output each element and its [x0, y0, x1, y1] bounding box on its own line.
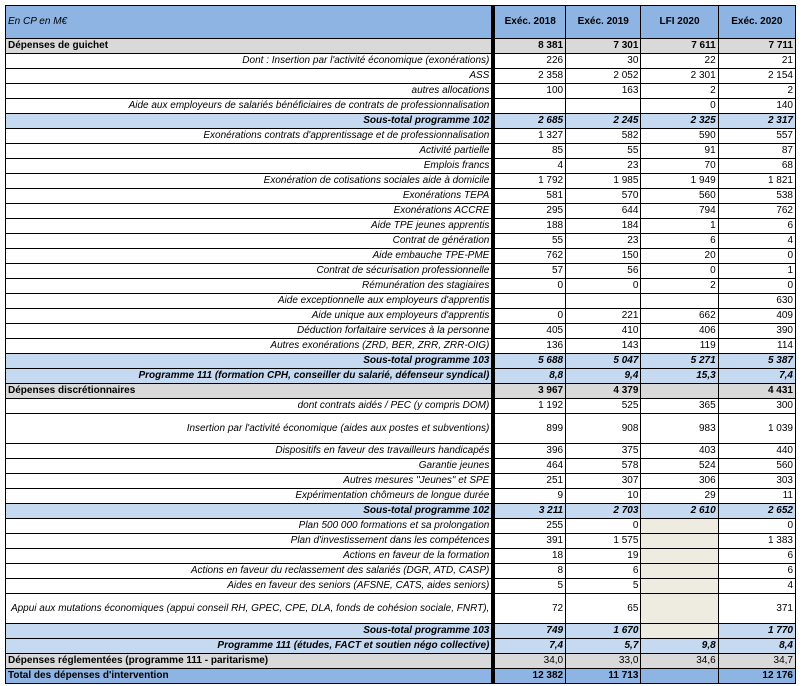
cell-exec-2018: 391: [493, 534, 565, 549]
cell-lfi-2020: 34,6: [641, 654, 718, 669]
cell-exec-2020: 1: [718, 264, 795, 279]
cell-exec-2019: 9,4: [566, 369, 641, 384]
cell-exec-2019: 570: [566, 189, 641, 204]
cell-lfi-2020: 9,8: [641, 639, 718, 654]
row-label: Déduction forfaitaire services à la personne: [6, 324, 494, 339]
row-label: Exonérations ACCRE: [6, 204, 494, 219]
table-row: [6, 414, 796, 444]
cell-exec-2019: 908: [566, 414, 641, 444]
table-header-row: [6, 6, 796, 39]
cell-exec-2018: 57: [493, 264, 565, 279]
row-label: Appui aux mutations économiques (appui conseil RH, GPEC, CPE, DLA, fonds de cohésion sociale, FNRT),: [6, 594, 494, 624]
cell-exec-2018: 1 792: [493, 174, 565, 189]
cell-exec-2019: 1 575: [566, 534, 641, 549]
row-label: Programme 111 (études, FACT et soutien négo collective): [6, 639, 494, 654]
cell-exec-2019: 644: [566, 204, 641, 219]
table-row: [6, 69, 796, 84]
table-row: [6, 534, 796, 549]
cell-exec-2019: 163: [566, 84, 641, 99]
cell-lfi-2020: [641, 594, 718, 624]
cell-exec-2019: 0: [566, 279, 641, 294]
cell-exec-2018: 7,4: [493, 639, 565, 654]
row-label: Exonérations TEPA: [6, 189, 494, 204]
cell-lfi-2020: 2: [641, 84, 718, 99]
cell-lfi-2020: 22: [641, 54, 718, 69]
cell-exec-2020: 557: [718, 129, 795, 144]
column-header-lfi-2020: LFI 2020: [641, 6, 718, 39]
row-label: Aide unique aux employeurs d'apprentis: [6, 309, 494, 324]
table-row: [6, 549, 796, 564]
total-row: [6, 669, 796, 684]
cat-row: [6, 384, 796, 399]
sub-row: [6, 354, 796, 369]
cell-lfi-2020: [641, 564, 718, 579]
cell-exec-2020: 12 176: [718, 669, 795, 684]
cell-exec-2020: 7,4: [718, 369, 795, 384]
cell-exec-2018: 100: [493, 84, 565, 99]
cell-lfi-2020: [641, 549, 718, 564]
cell-lfi-2020: 2 325: [641, 114, 718, 129]
row-label: Plan 500 000 formations et sa prolongation: [6, 519, 494, 534]
cell-exec-2019: 4 379: [566, 384, 641, 399]
cell-exec-2019: 525: [566, 399, 641, 414]
row-label: Expérimentation chômeurs de longue durée: [6, 489, 494, 504]
cell-exec-2019: 11 713: [566, 669, 641, 684]
row-label: Sous-total programme 103: [6, 624, 494, 639]
cell-exec-2018: 8,8: [493, 369, 565, 384]
table-row: [6, 279, 796, 294]
cell-lfi-2020: 20: [641, 249, 718, 264]
cell-exec-2020: 1 039: [718, 414, 795, 444]
cell-exec-2019: 0: [566, 519, 641, 534]
cell-exec-2020: 2 154: [718, 69, 795, 84]
cell-exec-2018: 3 967: [493, 384, 565, 399]
cell-exec-2018: 251: [493, 474, 565, 489]
cell-exec-2019: 5: [566, 579, 641, 594]
table-row: [6, 474, 796, 489]
row-label: Plan d'investissement dans les compétences: [6, 534, 494, 549]
cell-exec-2018: [493, 294, 565, 309]
table-row: [6, 159, 796, 174]
row-label: Sous-total programme 103: [6, 354, 494, 369]
cell-exec-2020: 0: [718, 249, 795, 264]
cell-exec-2018: 12 382: [493, 669, 565, 684]
cell-lfi-2020: 29: [641, 489, 718, 504]
cell-exec-2020: 8,4: [718, 639, 795, 654]
sub-row: [6, 624, 796, 639]
cell-exec-2019: 1 670: [566, 624, 641, 639]
cell-exec-2018: 295: [493, 204, 565, 219]
cell-lfi-2020: 365: [641, 399, 718, 414]
cell-lfi-2020: 406: [641, 324, 718, 339]
cell-exec-2018: 72: [493, 594, 565, 624]
cell-exec-2020: 762: [718, 204, 795, 219]
cell-exec-2019: 2 703: [566, 504, 641, 519]
cell-exec-2018: [493, 99, 565, 114]
row-label: Emplois francs: [6, 159, 494, 174]
row-label: Total des dépenses d'intervention: [6, 669, 494, 684]
cell-exec-2018: 0: [493, 279, 565, 294]
cell-exec-2020: 68: [718, 159, 795, 174]
row-label: Exonérations contrats d'apprentissage et de professionnalisation: [6, 129, 494, 144]
cell-exec-2020: 11: [718, 489, 795, 504]
table-row: [6, 444, 796, 459]
cell-lfi-2020: 590: [641, 129, 718, 144]
cell-exec-2020: 371: [718, 594, 795, 624]
cell-exec-2018: 1 327: [493, 129, 565, 144]
sub-row: [6, 504, 796, 519]
cell-exec-2020: 5 387: [718, 354, 795, 369]
cell-exec-2020: 6: [718, 549, 795, 564]
cell-exec-2019: [566, 99, 641, 114]
table-row: [6, 219, 796, 234]
row-label: Dépenses discrétionnaires: [6, 384, 494, 399]
cell-exec-2019: 375: [566, 444, 641, 459]
cell-exec-2020: 4: [718, 234, 795, 249]
table-row: [6, 579, 796, 594]
cell-exec-2018: 4: [493, 159, 565, 174]
cell-lfi-2020: 0: [641, 264, 718, 279]
column-header-exec-2020: Exéc. 2020: [718, 6, 795, 39]
row-label: Dispositifs en faveur des travailleurs handicapés: [6, 444, 494, 459]
cell-exec-2018: 8 381: [493, 39, 565, 54]
cell-exec-2019: 23: [566, 159, 641, 174]
cell-lfi-2020: 7 611: [641, 39, 718, 54]
cell-exec-2018: 34,0: [493, 654, 565, 669]
cell-exec-2019: 582: [566, 129, 641, 144]
cell-exec-2020: 114: [718, 339, 795, 354]
cell-lfi-2020: 119: [641, 339, 718, 354]
cell-exec-2020: 6: [718, 564, 795, 579]
cell-exec-2018: 2 358: [493, 69, 565, 84]
cell-exec-2018: 3 211: [493, 504, 565, 519]
row-label: Dépenses réglementées (programme 111 - paritarisme): [6, 654, 494, 669]
cell-exec-2020: 2 652: [718, 504, 795, 519]
cell-exec-2020: 1 821: [718, 174, 795, 189]
cell-exec-2020: 300: [718, 399, 795, 414]
cell-exec-2018: 85: [493, 144, 565, 159]
cell-exec-2020: 409: [718, 309, 795, 324]
cell-lfi-2020: [641, 384, 718, 399]
cell-exec-2019: 307: [566, 474, 641, 489]
cell-exec-2019: [566, 294, 641, 309]
table-body: [6, 6, 796, 684]
cell-exec-2019: 33,0: [566, 654, 641, 669]
cell-exec-2018: 18: [493, 549, 565, 564]
row-label: autres allocations: [6, 84, 494, 99]
row-label: Dont : Insertion par l'activité économique (exonérations): [6, 54, 494, 69]
cell-exec-2020: 303: [718, 474, 795, 489]
cat-row: [6, 39, 796, 54]
sub-row: [6, 369, 796, 384]
row-label: Aide exceptionnelle aux employeurs d'apprentis: [6, 294, 494, 309]
cell-lfi-2020: 5 271: [641, 354, 718, 369]
cell-lfi-2020: [641, 294, 718, 309]
cell-exec-2019: 578: [566, 459, 641, 474]
cell-exec-2018: 5 688: [493, 354, 565, 369]
sub-row: [6, 114, 796, 129]
cell-lfi-2020: [641, 624, 718, 639]
row-label: Rémunération des stagiaires: [6, 279, 494, 294]
column-header-exec-2019: Exéc. 2019: [566, 6, 641, 39]
row-label: Activité partielle: [6, 144, 494, 159]
cell-exec-2018: 226: [493, 54, 565, 69]
cell-lfi-2020: 70: [641, 159, 718, 174]
cell-exec-2018: 136: [493, 339, 565, 354]
cell-lfi-2020: [641, 534, 718, 549]
row-label: Sous-total programme 102: [6, 504, 494, 519]
row-label: Autres mesures "Jeunes" et SPE: [6, 474, 494, 489]
cell-exec-2019: 2 052: [566, 69, 641, 84]
row-label: Exonération de cotisations sociales aide à domicile: [6, 174, 494, 189]
table-row: [6, 84, 796, 99]
row-label: Aide embauche TPE-PME: [6, 249, 494, 264]
cell-exec-2019: 150: [566, 249, 641, 264]
cell-exec-2020: 390: [718, 324, 795, 339]
cell-exec-2018: 0: [493, 309, 565, 324]
cell-exec-2019: 19: [566, 549, 641, 564]
cell-exec-2019: 2 245: [566, 114, 641, 129]
table-row: [6, 264, 796, 279]
table-row: [6, 294, 796, 309]
cell-exec-2018: 8: [493, 564, 565, 579]
cell-exec-2020: 21: [718, 54, 795, 69]
cell-exec-2018: 396: [493, 444, 565, 459]
cell-exec-2020: 630: [718, 294, 795, 309]
cell-exec-2018: 255: [493, 519, 565, 534]
cell-lfi-2020: 2: [641, 279, 718, 294]
cell-lfi-2020: [641, 579, 718, 594]
row-label: Contrat de sécurisation professionnelle: [6, 264, 494, 279]
cell-exec-2020: 2: [718, 84, 795, 99]
table-row: [6, 324, 796, 339]
expenditure-table: [5, 5, 796, 684]
table-row: [6, 99, 796, 114]
cell-exec-2020: 1 383: [718, 534, 795, 549]
cell-lfi-2020: 524: [641, 459, 718, 474]
row-label: Garantie jeunes: [6, 459, 494, 474]
cell-exec-2019: 6: [566, 564, 641, 579]
cell-exec-2019: 410: [566, 324, 641, 339]
cell-lfi-2020: [641, 669, 718, 684]
table-row: [6, 594, 796, 624]
cell-exec-2018: 9: [493, 489, 565, 504]
row-label: dont contrats aidés / PEC (y compris DOM): [6, 399, 494, 414]
cell-exec-2018: 2 685: [493, 114, 565, 129]
cell-exec-2019: 5,7: [566, 639, 641, 654]
reg-row: [6, 654, 796, 669]
row-label: Aide TPE jeunes apprentis: [6, 219, 494, 234]
table-row: [6, 144, 796, 159]
table-row: [6, 204, 796, 219]
cell-exec-2020: 87: [718, 144, 795, 159]
cell-exec-2019: 23: [566, 234, 641, 249]
cell-lfi-2020: [641, 519, 718, 534]
table-row: [6, 174, 796, 189]
cell-exec-2019: 1 985: [566, 174, 641, 189]
row-label: Sous-total programme 102: [6, 114, 494, 129]
cell-exec-2019: 221: [566, 309, 641, 324]
row-label: Aides en faveur des seniors (AFSNE, CATS, aides seniors): [6, 579, 494, 594]
cell-lfi-2020: 983: [641, 414, 718, 444]
cell-exec-2020: 6: [718, 219, 795, 234]
cell-exec-2018: 5: [493, 579, 565, 594]
cell-exec-2020: 4 431: [718, 384, 795, 399]
cell-lfi-2020: 1: [641, 219, 718, 234]
table-row: [6, 399, 796, 414]
cell-exec-2019: 143: [566, 339, 641, 354]
table-row: [6, 309, 796, 324]
cell-exec-2018: 1 192: [493, 399, 565, 414]
cell-exec-2019: 30: [566, 54, 641, 69]
cell-lfi-2020: 91: [641, 144, 718, 159]
cell-lfi-2020: 560: [641, 189, 718, 204]
column-header-exec-2018: Exéc. 2018: [493, 6, 565, 39]
cell-exec-2018: 55: [493, 234, 565, 249]
cell-lfi-2020: 662: [641, 309, 718, 324]
cell-exec-2018: 581: [493, 189, 565, 204]
cell-lfi-2020: 2 301: [641, 69, 718, 84]
cell-exec-2019: 55: [566, 144, 641, 159]
row-label: ASS: [6, 69, 494, 84]
cell-exec-2020: 440: [718, 444, 795, 459]
cell-exec-2019: 7 301: [566, 39, 641, 54]
cell-exec-2019: 184: [566, 219, 641, 234]
table-row: [6, 189, 796, 204]
cell-lfi-2020: 2 610: [641, 504, 718, 519]
row-label: Actions en faveur de la formation: [6, 549, 494, 564]
row-label: Actions en faveur du reclassement des salariés (DGR, ATD, CASP): [6, 564, 494, 579]
unit-label: En CP en M€: [6, 6, 494, 39]
row-label: Contrat de génération: [6, 234, 494, 249]
cell-exec-2020: 0: [718, 279, 795, 294]
cell-lfi-2020: 794: [641, 204, 718, 219]
cell-exec-2020: 4: [718, 579, 795, 594]
cell-exec-2018: 188: [493, 219, 565, 234]
cell-exec-2020: 140: [718, 99, 795, 114]
cell-exec-2019: 65: [566, 594, 641, 624]
cell-lfi-2020: 15,3: [641, 369, 718, 384]
cell-exec-2018: 762: [493, 249, 565, 264]
cell-lfi-2020: 0: [641, 99, 718, 114]
cell-exec-2019: 10: [566, 489, 641, 504]
cell-exec-2019: 56: [566, 264, 641, 279]
table-row: [6, 339, 796, 354]
table-row: [6, 519, 796, 534]
table-row: [6, 564, 796, 579]
row-label: Programme 111 (formation CPH, conseiller du salarié, défenseur syndical): [6, 369, 494, 384]
sub-row: [6, 639, 796, 654]
cell-exec-2018: 899: [493, 414, 565, 444]
table-row: [6, 234, 796, 249]
cell-exec-2020: 560: [718, 459, 795, 474]
table-row: [6, 54, 796, 69]
cell-exec-2020: 1 770: [718, 624, 795, 639]
cell-exec-2018: 749: [493, 624, 565, 639]
cell-exec-2020: 538: [718, 189, 795, 204]
cell-lfi-2020: 6: [641, 234, 718, 249]
cell-lfi-2020: 306: [641, 474, 718, 489]
cell-exec-2020: 2 317: [718, 114, 795, 129]
table-row: [6, 459, 796, 474]
table-row: [6, 489, 796, 504]
row-label: Autres exonérations (ZRD, BER, ZRR, ZRR-OIG): [6, 339, 494, 354]
table-row: [6, 129, 796, 144]
cell-exec-2020: 0: [718, 519, 795, 534]
cell-exec-2020: 7 711: [718, 39, 795, 54]
row-label: Dépenses de guichet: [6, 39, 494, 54]
cell-exec-2020: 34,7: [718, 654, 795, 669]
row-label: Aide aux employeurs de salariés bénéficiaires de contrats de professionnalisation: [6, 99, 494, 114]
table-row: [6, 249, 796, 264]
cell-exec-2018: 464: [493, 459, 565, 474]
cell-exec-2018: 405: [493, 324, 565, 339]
cell-lfi-2020: 403: [641, 444, 718, 459]
cell-lfi-2020: 1 949: [641, 174, 718, 189]
row-label: Insertion par l'activité économique (aides aux postes et subventions): [6, 414, 494, 444]
cell-exec-2019: 5 047: [566, 354, 641, 369]
